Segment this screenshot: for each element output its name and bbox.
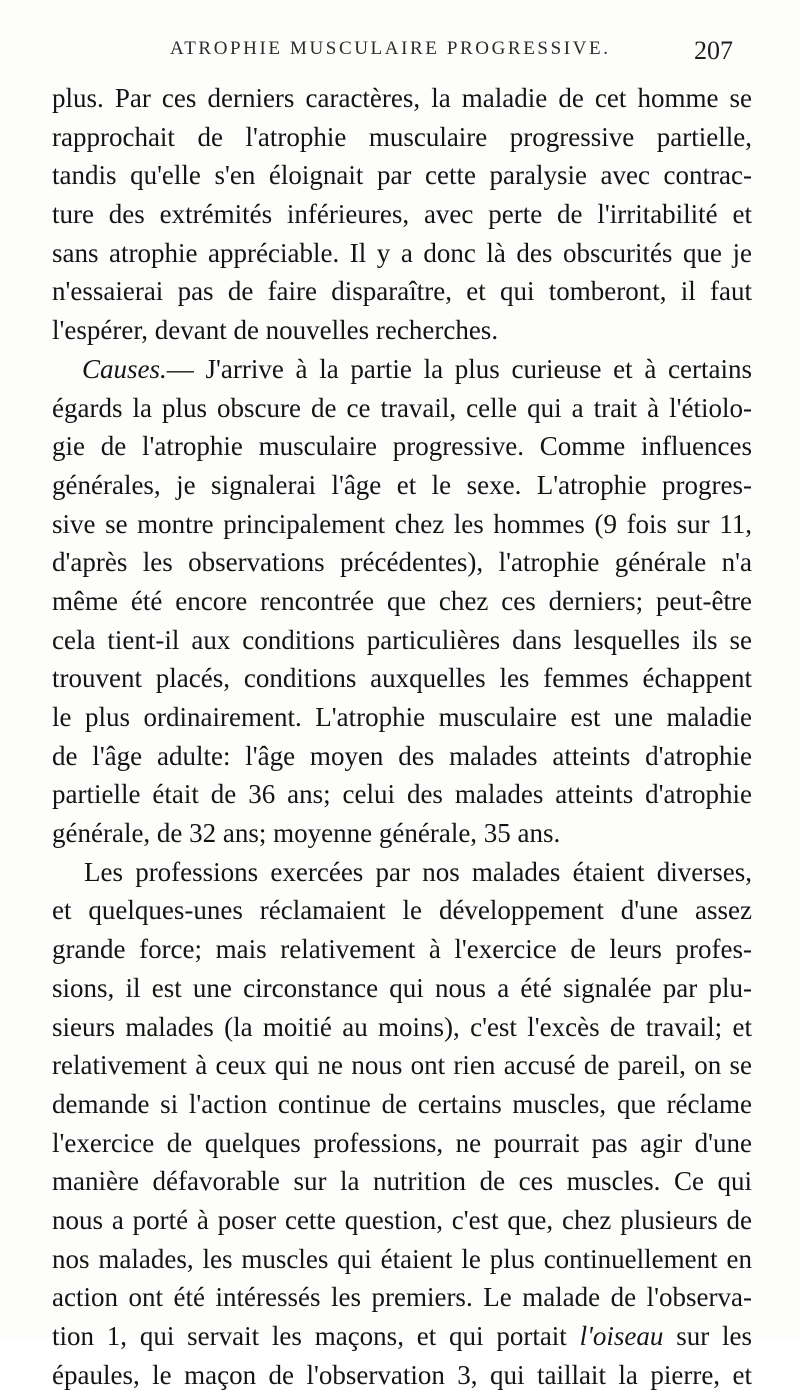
- text-line-end: sur les: [676, 1321, 753, 1351]
- text-line: ture des extrémités inférieures, avec perte de l'irritabilité et: [52, 199, 752, 230]
- text-line: action ont été intéressés les premiers. Le malade de l'observa-: [52, 1282, 752, 1313]
- text-line: partielle était de 36 ans; celui des malades atteints d'atrophie: [52, 779, 752, 810]
- text-line: nos malades, les muscles qui étaient le plus continuellement en: [52, 1243, 752, 1274]
- text-line: sive se montre principalement chez les hommes (9 fois sur 11,: [52, 508, 752, 539]
- text-line: rapprochait de l'atrophie musculaire progressive partielle,: [52, 121, 752, 152]
- page-number: 207: [694, 36, 733, 65]
- text-line: demande si l'action continue de certains muscles, que réclame: [52, 1088, 752, 1119]
- text-line: épaules, le maçon de l'observation 3, qui taillait la pierre, et: [52, 1359, 752, 1390]
- text-line: grande force; mais relativement à l'exercice de leurs profes-: [52, 934, 752, 965]
- text-line: sieurs malades (la moitié au moins), c'est l'excès de travail; et: [52, 1011, 752, 1042]
- text-line: trouvent placés, conditions auxquelles les femmes échappent: [52, 663, 752, 694]
- text-line: sions, il est une circonstance qui nous a été signalée par plu-: [52, 972, 752, 1003]
- text-line: de l'âge adulte: l'âge moyen des malades atteints d'atrophie: [52, 740, 752, 771]
- oiseau-word: l'oiseau: [579, 1321, 664, 1351]
- text-line: l'exercice de quelques professions, ne pourrait pas agir d'une: [52, 1127, 752, 1158]
- text-line: relativement à ceux qui ne nous ont rien accusé de pareil, on se: [52, 1050, 752, 1081]
- text-line: — J'arrive à la partie la plus curieuse et à certains: [166, 353, 752, 384]
- text-line: générale, de 32 ans; moyenne générale, 35 ans.: [52, 818, 561, 849]
- text-line: plus. Par ces derniers caractères, la maladie de cet homme se: [52, 83, 752, 113]
- oiseau-line: [52, 1317, 752, 1356]
- text-line: tandis qu'elle s'en éloignait par cette paralysie avec contrac-: [52, 160, 752, 191]
- text-line: générales, je signalerai l'âge et le sexe. L'atrophie progres-: [52, 469, 752, 500]
- text-line: cela tient-il aux conditions particulières dans lesquelles ils se: [52, 624, 752, 655]
- text-line: tion 1, qui servait les maçons, et qui portait: [52, 1321, 567, 1351]
- text-line: nous a porté à poser cette question, c'est que, chez plusieurs de: [52, 1204, 752, 1235]
- text-line: et quelques-unes réclamaient le développement d'une assez: [52, 895, 752, 926]
- text-line: gie de l'atrophie musculaire progressive. Comme influences: [52, 431, 752, 462]
- text-line: égards la plus obscure de ce travail, celle qui a trait à l'étiolo-: [52, 392, 752, 423]
- text-line: sans atrophie appréciable. Il y a donc là des obscurités que je: [52, 237, 752, 268]
- text-line: manière défavorable sur la nutrition de ces muscles. Ce qui: [52, 1166, 752, 1197]
- text-line: d'après les observations précédentes), l'atrophie générale n'a: [52, 547, 752, 578]
- text-line: même été encore rencontrée que chez ces derniers; peut-être: [52, 585, 752, 616]
- text-line: n'essaierai pas de faire disparaître, et qui tomberont, il faut: [52, 276, 752, 307]
- body-text: [52, 79, 752, 1394]
- text-line: le plus ordinairement. L'atrophie musculaire est une maladie: [52, 702, 752, 732]
- text-line: Les professions exercées par nos malades étaient diverses,: [84, 856, 752, 887]
- running-title: ATROPHIE MUSCULAIRE PROGRESSIVE.: [170, 38, 611, 59]
- causes-paragraph-start: [52, 350, 752, 389]
- text-line: l'espérer, devant de nouvelles recherches.: [52, 315, 499, 346]
- causes-heading: Causes.: [82, 353, 167, 384]
